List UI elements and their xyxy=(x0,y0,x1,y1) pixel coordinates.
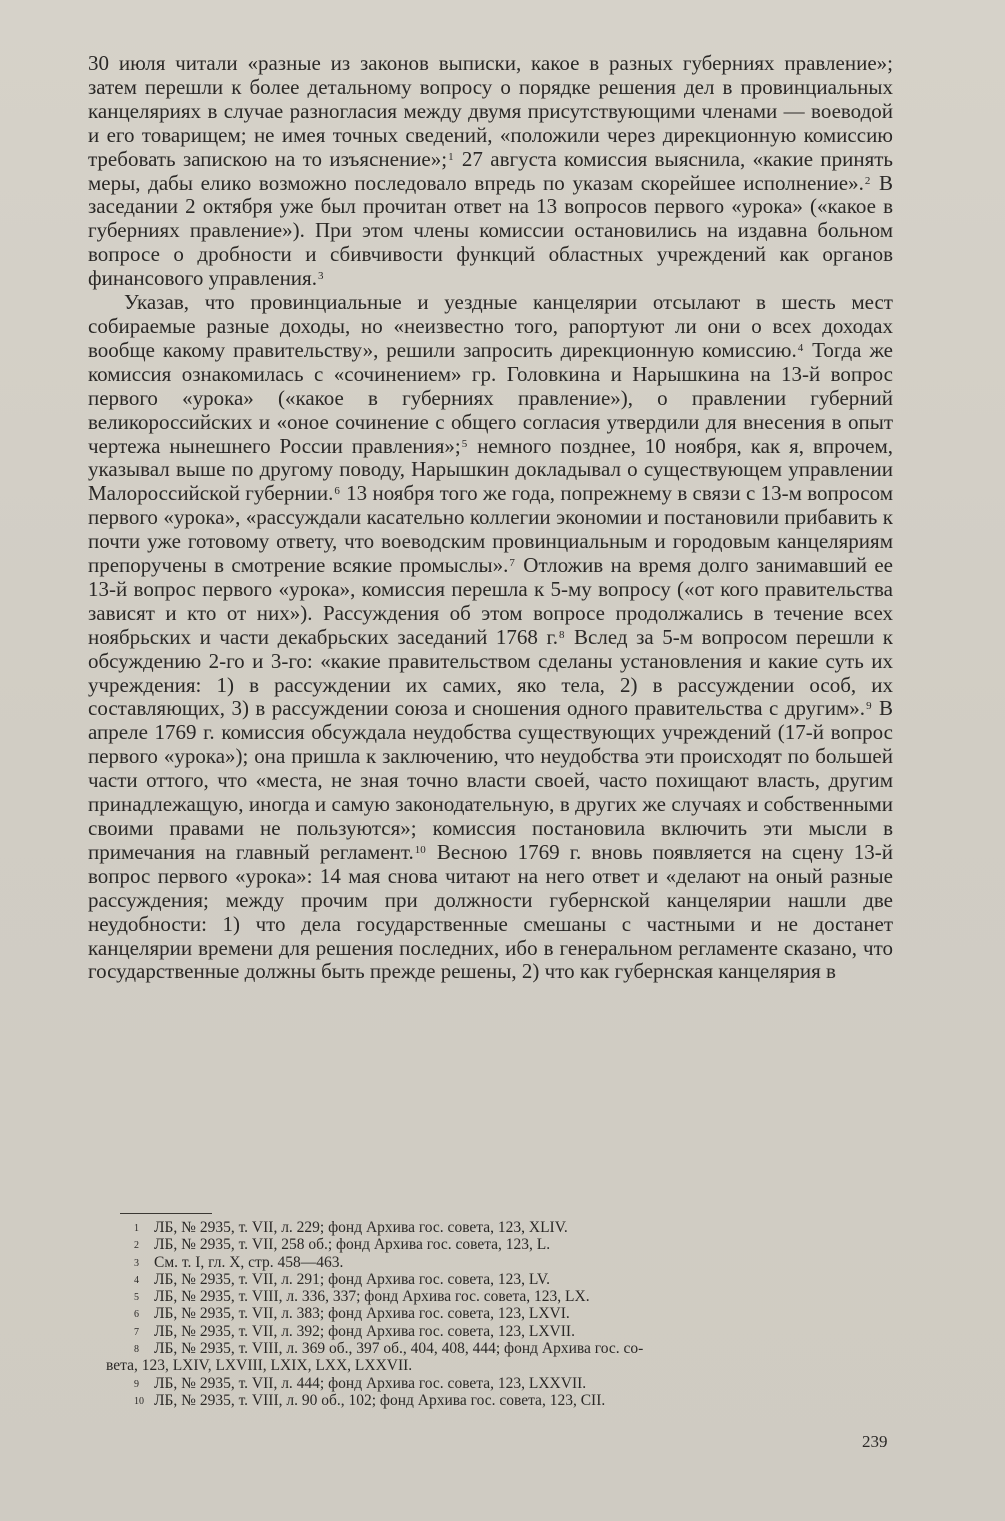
footnote xyxy=(120,1271,890,1288)
footnote-separator xyxy=(120,1213,212,1214)
footnote-number: 5 xyxy=(134,1292,139,1304)
footnote-reference: 4 xyxy=(797,341,804,354)
footnote-reference: 2 xyxy=(864,174,871,187)
paragraph xyxy=(88,52,893,291)
footnote xyxy=(120,1236,890,1253)
footnote-reference: 6 xyxy=(334,485,340,498)
footnote-text: ЛБ, № 2935, т. VII, 258 об.; фонд Архива гос. совета, 123, L. xyxy=(154,1236,551,1254)
footnote-number: 7 xyxy=(134,1326,139,1338)
footnote xyxy=(120,1288,890,1305)
footnote xyxy=(120,1340,890,1357)
footnote-number: 3 xyxy=(134,1257,139,1269)
text-run: Весною 1769 г. вновь появляется на сцену 13-й вопрос первого «урока»: 14 мая снова читают на него ответ и «делают на оный разные рассуждения; между прочим при должности губернской канцелярии нашли две неудобности: 1) что дела государственные смешаны с частными и не достанет канцелярии времени для решения последних, ибо в генеральном регламенте сказано, что государственные должны быть прежде решены, 2) что как губернская канцелярия в xyxy=(88,839,893,984)
text-run: Тогда же комиссия ознакомилась с «сочинением» гр. Головкина и Нарышкина на 13-й вопрос первого «урока» («какое в губерниях правление»), о правлении губерний великороссийских и «оное сочинение с общего согласия утвердили для внесения в опыт чертежа нынешнего России правления»; xyxy=(88,337,893,458)
footnote-reference: 1 xyxy=(448,150,454,163)
text-run: 27 августа комиссия выяснила, «какие принять меры, дабы елико возможно последовало впредь по указам скорейшее исполнение». xyxy=(88,146,893,195)
footnote-number: 6 xyxy=(134,1309,139,1321)
text-run: В апреле 1769 г. комиссия обсуждала неудобства существующих учреждений (17-й вопрос первого «урока»); она пришла к заключению, что неудобства эти происходят по большей части оттого, что «места, не зная точно власти своей, часто похищают власть, другим принадлежащую, иногда и самую законодательную, в других же случаях и собственными своими правами не пользуются»; комиссия постановила включить эти мысли в примечания на главный регламент. xyxy=(88,696,893,864)
text-run: 30 июля читали «разные из законов выписки, какое в разных губерниях правление»; затем перешли к более детальному вопросу о порядке решения дел в провинциальных канцеляриях в случае разногласия между двумя присутствующими членами — воеводой и его товарищем; не имея точных сведений, «положили через дирекционную комиссию требовать запискою на то изъяснение»; xyxy=(88,51,893,171)
text-run: В заседании 2 октября уже был прочитан ответ на 13 вопросов первого «урока» («какое в губерниях правление»). При этом члены комиссии остановились на издавна больном вопросе о дробности и сбивчивости функций областных учреждений как органов финансового управления. xyxy=(88,170,893,291)
footnote-number: 2 xyxy=(134,1240,139,1252)
footnote-number: 1 xyxy=(134,1223,139,1234)
footnote-text: ЛБ, № 2935, т. VII, л. 383; фонд Архива гос. совета, 123, LXVI. xyxy=(154,1305,570,1323)
footnotes xyxy=(106,1219,890,1409)
text-run: Указав, что провинциальные и уездные канцелярии отсылают в шесть мест собираемые разные доходы, но «неизвестно того, рапортуют ли они о всех доходах вообще какому правительству», решили запросить дирекционную комиссию. xyxy=(88,290,893,362)
footnote-reference: 9 xyxy=(866,700,872,713)
footnote-text: ЛБ, № 2935, т. VIII, л. 90 об., 102; фонд Архива гос. совета, 123, CII. xyxy=(154,1391,606,1409)
footnote-reference: 7 xyxy=(509,557,515,570)
text-run: немного позднее, 10 ноября, как я, впрочем, указывал выше по другому поводу, Нарышкин докладывал о существующем управлении Малороссийской губернии. xyxy=(88,433,893,506)
page-number: 239 xyxy=(862,1432,888,1451)
text-run: 13 ноября того же года, попрежнему в связи с 13-м вопросом первого «урока», «рассуждали касательно коллегии экономии и постановили прибавить к почти уже готовому ответу, что воеводским провинциальным и городовым канцеляриям препоручены в смотрение всякие промыслы». xyxy=(88,481,893,578)
paragraph xyxy=(88,291,893,984)
footnote xyxy=(120,1375,890,1392)
footnote-number: 10 xyxy=(134,1395,144,1407)
footnote xyxy=(120,1392,890,1409)
footnote-text: См. т. I, гл. X, стр. 458—463. xyxy=(154,1253,344,1271)
footnote xyxy=(120,1305,890,1322)
footnote-number: 8 xyxy=(134,1344,139,1356)
footnote xyxy=(120,1219,890,1236)
footnote-number: 4 xyxy=(134,1274,139,1286)
footnote-text: ЛБ, № 2935, т. VII, л. 392; фонд Архива гос. совета, 123, LXVII. xyxy=(154,1322,575,1340)
main-text xyxy=(88,52,893,984)
text-run: Вслед за 5-м вопросом перешли к обсуждению 2-го и 3-го: «какие правительством сделаны установления и какие суть их учреждения: 1) в рассуждении их самих, яко тела, 2) в рассуждении особ, их составляющих, 3) в рассуждении союза и сношения одного правительства с другим». xyxy=(88,624,893,721)
footnote-reference: 8 xyxy=(558,628,565,641)
text-run: Отложив на время долго занимавший ее 13-й вопрос первого «урока», комиссия перешла к 5-му вопросу («от кого правительства зависят и кто от них»). Рассуждения об этом вопросе продолжались в течение всех ноябрьских и части декабрьских заседаний 1768 г. xyxy=(88,553,893,649)
footnote-text: ЛБ, № 2935, т. VII, л. 291; фонд Архива гос. совета, 123, LV. xyxy=(154,1270,551,1288)
footnote xyxy=(120,1254,890,1271)
footnote-continuation: вета, 123, LXIV, LXVIII, LXIX, LXX, LXXVII. xyxy=(106,1357,413,1375)
footnote xyxy=(120,1323,890,1340)
footnote-text: ЛБ, № 2935, т. VIII, л. 369 об., 397 об., 404, 408, 444; фонд Архива гос. со- xyxy=(154,1340,644,1358)
footnote-reference: 10 xyxy=(414,843,426,856)
footnote-text: ЛБ, № 2935, т. VII, л. 229; фонд Архива гос. совета, 123, XLIV. xyxy=(154,1219,568,1236)
footnote-text: ЛБ, № 2935, т. VII, л. 444; фонд Архива гос. совета, 123, LXXVII. xyxy=(154,1374,587,1392)
footnote-reference: 3 xyxy=(317,270,324,283)
footnote-number: 9 xyxy=(134,1378,139,1390)
footnote-text: ЛБ, № 2935, т. VIII, л. 336, 337; фонд Архива гос. совета, 123, LX. xyxy=(154,1288,590,1306)
footnote-reference: 5 xyxy=(461,437,468,450)
